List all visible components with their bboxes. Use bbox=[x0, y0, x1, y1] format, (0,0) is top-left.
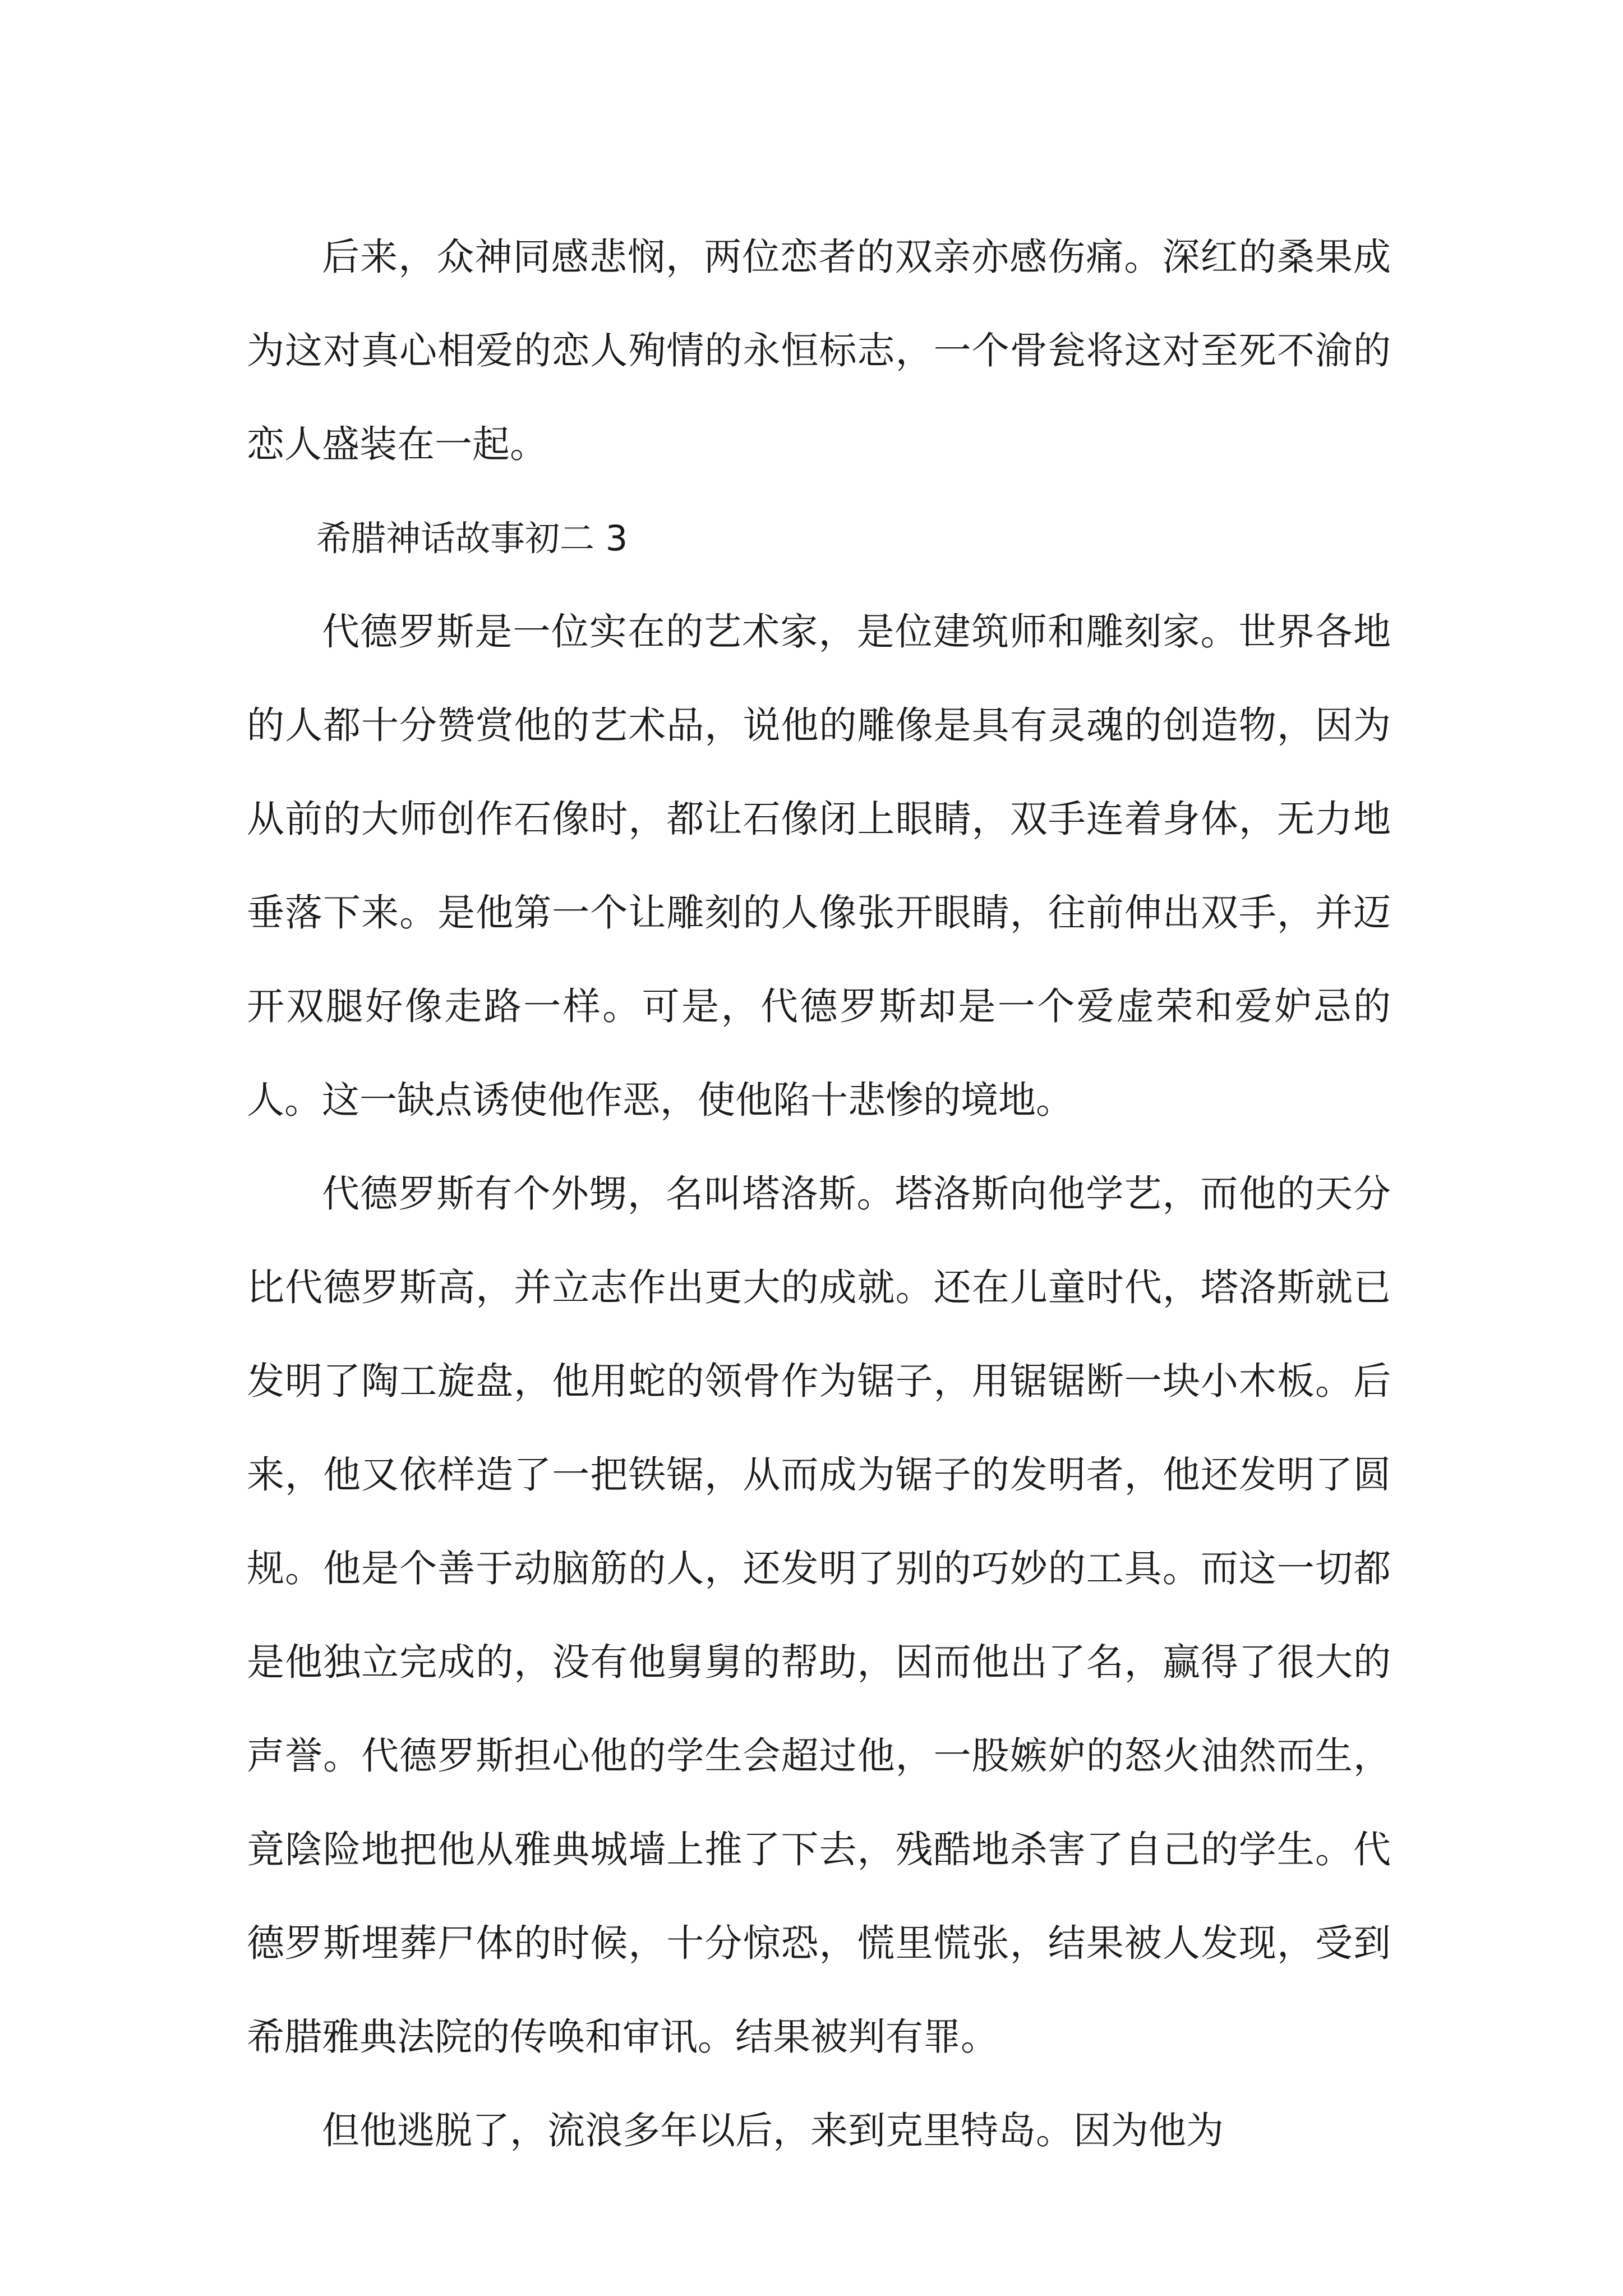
paragraph-escape: 但他逃脱了，流浪多年以后，来到克里特岛。因为他为 bbox=[322, 2109, 1224, 2152]
paragraph-mourning: 后来，众神同感悲悯，两位恋者的双亲亦感伤痛。深红的桑果成为这对真心相爱的恋人殉情的永恒标志，一个骨瓮将这对至死不渝的恋人盛装在一起。 bbox=[247, 235, 1391, 466]
document-body bbox=[247, 210, 1391, 2178]
section-heading: 希腊神话故事初二 3 bbox=[316, 518, 628, 559]
paragraph-daedalus-intro: 代德罗斯是一位实在的艺术家，是位建筑师和雕刻家。世界各地的人都十分赞赏他的艺术品，说他的雕像是具有灵魂的创造物，因为从前的大师创作石像时，都让石像闭上眼睛，双手连着身体，无力地垂落下来。是他第一个让雕刻的人像张开眼睛，往前伸出双手，并迈开双腿好像走路一样。可是，代德罗斯却是一个爱虚荣和爱妒忌的人。这一缺点诱使他作恶，使他陷十悲惨的境地。 bbox=[247, 610, 1391, 1122]
paragraph-talos: 代德罗斯有个外甥，名叫塔洛斯。塔洛斯向他学艺，而他的天分比代德罗斯高，并立志作出更大的成就。还在儿童时代，塔洛斯就已发明了陶工旋盘，他用蛇的领骨作为锯子，用锯锯断一块小木板。后来，他又依样造了一把铁锯，从而成为锯子的发明者，他还发明了圆规。他是个善于动脑筋的人，还发明了别的巧妙的工具。而这一切都是他独立完成的，没有他舅舅的帮助，因而他出了名，赢得了很大的声誉。代德罗斯担心他的学生会超过他，一股嫉妒的怒火油然而生，竟陰险地把他从雅典城墙上推了下去，残酷地杀害了自己的学生。代德罗斯埋葬尸体的时候，十分惊恐，慌里慌张，结果被人发现，受到希腊雅典法院的传唤和审讯。结果被判有罪。 bbox=[247, 1172, 1391, 2059]
